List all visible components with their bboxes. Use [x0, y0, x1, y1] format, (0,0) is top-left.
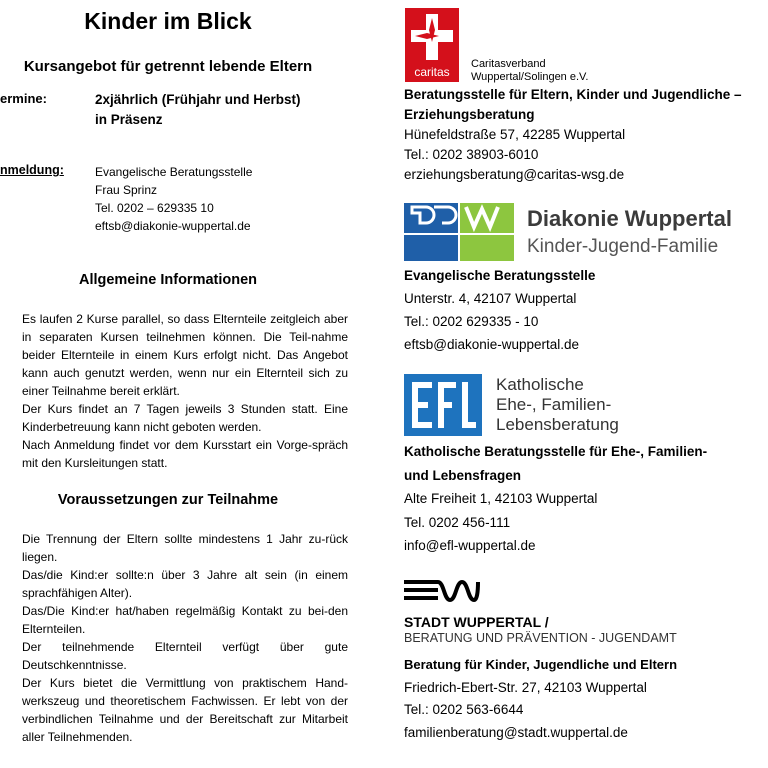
anmeldung-email[interactable]: eftsb@diakonie-wuppertal.de	[95, 219, 251, 233]
caritas-logo-word: caritas	[414, 65, 450, 79]
requirement-paragraph: Das/Die Kind:er hat/haben regelmäßig Kontakt zu bei-den Elternteilen.	[22, 604, 348, 636]
efl-logo-line: Lebensberatung	[496, 415, 619, 434]
caritas-email[interactable]: erziehungsberatung@caritas-wsg.de	[404, 167, 625, 182]
caritas-heading: Beratungsstelle für Eltern, Kinder und Jugendliche –	[404, 87, 742, 102]
requirement-paragraph: Die Trennung der Eltern sollte mindestens 1 Jahr zu-rück liegen.	[22, 532, 348, 564]
stadt-wuppertal-logo-icon	[404, 578, 480, 604]
stadt-phone[interactable]: Tel.: 0202 563-6644	[404, 702, 524, 717]
diakonie-address: Unterstr. 4, 42107 Wuppertal	[404, 291, 577, 306]
stadt-title: STADT WUPPERTAL /	[404, 614, 549, 630]
flyer-title: Kinder im Blick	[84, 8, 252, 34]
info-heading: Allgemeine Informationen	[78, 272, 258, 288]
caritas-address: Hünefeldstraße 57, 42285 Wuppertal	[404, 127, 626, 142]
info-paragraph: Es laufen 2 Kurse parallel, so dass Elternteile zeitgleich aber in separaten Kursen teilnehmen können. Die Teil-nahme beider Elternteile in einem Kurs erfolgt nicht. Das Angebot kann auch genutzt werden, wenn nur ein Elternteil sich zu einer Teilnahme bereit erklärt.	[22, 312, 348, 398]
efl-contact	[404, 440, 707, 558]
diakonie-contact	[404, 264, 595, 356]
diakonie-email[interactable]: eftsb@diakonie-wuppertal.de	[404, 337, 580, 352]
diakonie-logo-title: Diakonie Wuppertal	[527, 206, 732, 231]
efl-heading: Katholische Beratungsstelle für Ehe-, Familien-	[404, 444, 708, 459]
termine-label: ermine:	[0, 91, 47, 106]
efl-logo-line: Ehe-, Familien-	[496, 395, 612, 414]
stadt-contact	[404, 654, 677, 744]
anmeldung-line: Frau Sprinz	[95, 183, 158, 197]
info-paragraph: Der Kurs findet an 7 Tagen jeweils 3 Stunden statt. Eine Kinderbetreuung kann nicht geboten werden.	[22, 402, 348, 434]
stadt-address: Friedrich-Ebert-Str. 27, 42103 Wuppertal	[404, 679, 647, 695]
efl-email[interactable]: info@efl-wuppertal.de	[404, 538, 536, 553]
requirement-paragraph: Der Kurs bietet die Vermittlung von praktischem Hand-werkszeug und theoretischem Fachwissen. Er lebt von der verbindlichen Teilnahme und der Bereitschaft zur Mitarbeit aller Teilnehmenden.	[22, 676, 348, 744]
caritas-logo-line: Caritasverband	[471, 58, 546, 70]
requirement-paragraph: Der teilnehmende Elternteil verfügt über gute Deutschkenntnisse.	[22, 640, 348, 672]
termine-line: 2xjährlich (Frühjahr und Herbst)	[95, 92, 301, 107]
diakonie-logo	[404, 203, 514, 261]
termine-line: in Präsenz	[95, 112, 163, 127]
requirements-text	[22, 530, 348, 746]
requirements-heading: Voraussetzungen zur Teilnahme	[57, 492, 279, 508]
termine-value	[95, 90, 301, 130]
anmeldung-line: Tel. 0202 – 629335 10	[95, 201, 214, 215]
stadt-subtitle: BERATUNG UND PRÄVENTION - JUGENDAMT	[404, 631, 677, 645]
caritas-phone[interactable]: Tel.: 0202 38903-6010	[404, 147, 539, 162]
caritas-logo-text	[471, 58, 588, 84]
stadt-email[interactable]: familienberatung@stadt.wuppertal.de	[404, 724, 628, 740]
efl-logo-icon	[404, 374, 482, 436]
info-text	[22, 310, 348, 472]
anmeldung-contact	[95, 163, 252, 235]
stadt-header	[404, 614, 677, 645]
caritas-logo-line: Wuppertal/Solingen e.V.	[471, 71, 589, 83]
caritas-logo	[405, 8, 459, 82]
efl-logo	[404, 374, 482, 436]
anmeldung-line: Evangelische Beratungsstelle	[95, 165, 253, 179]
diakonie-logo-icon	[404, 203, 514, 261]
requirement-paragraph: Das/die Kind:er sollte:n über 3 Jahre alt sein (in einem sprachfähigen Alter).	[22, 568, 348, 600]
caritas-heading: Erziehungsberatung	[404, 107, 535, 122]
info-paragraph: Nach Anmeldung findet vor dem Kursstart ein Vorge-spräch mit den Kursleitungen statt.	[22, 438, 348, 470]
diakonie-logo-subtitle: Kinder-Jugend-Familie	[527, 236, 719, 257]
anmeldung-label: nmeldung:	[0, 163, 64, 177]
diakonie-heading: Evangelische Beratungsstelle	[404, 268, 596, 283]
caritas-contact	[404, 85, 742, 185]
efl-phone[interactable]: Tel. 0202 456-111	[404, 514, 511, 530]
stadt-heading: Beratung für Kinder, Jugendliche und Eltern	[404, 657, 678, 672]
stadt-wuppertal-logo	[404, 578, 480, 604]
efl-address: Alte Freiheit 1, 42103 Wuppertal	[404, 491, 598, 506]
flyer-subtitle: Kursangebot für getrennt lebende Eltern	[23, 58, 313, 75]
efl-heading: und Lebensfragen	[404, 467, 522, 483]
efl-logo-line: Katholische	[496, 375, 584, 394]
efl-logo-text	[496, 375, 619, 435]
diakonie-phone[interactable]: Tel.: 0202 629335 - 10	[404, 314, 539, 329]
